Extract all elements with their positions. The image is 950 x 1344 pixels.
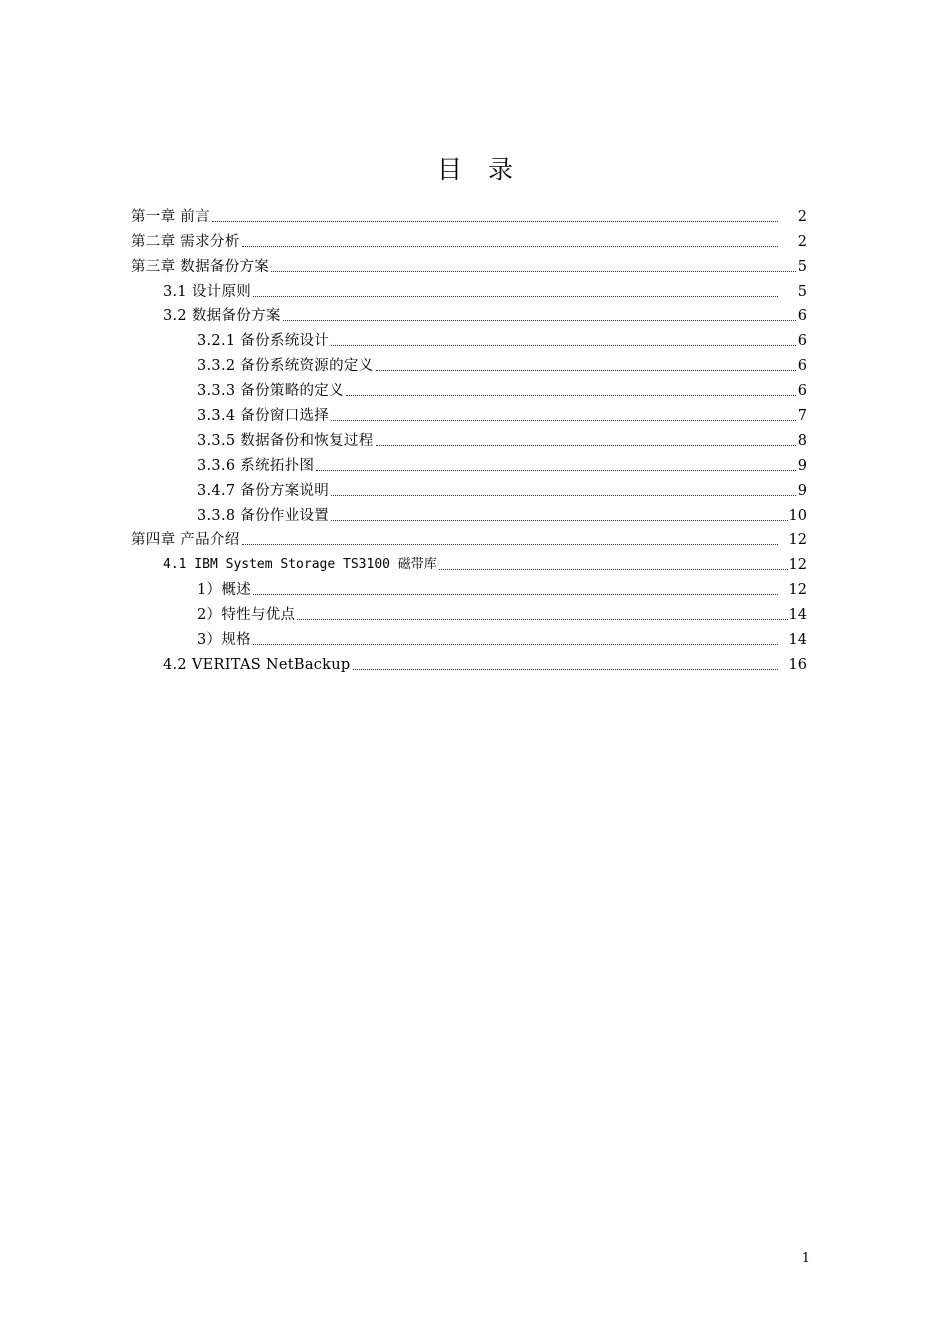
- toc-entry-label: 3.3.5 数据备份和恢复过程: [197, 432, 374, 449]
- toc-dot-leader: [297, 618, 787, 620]
- toc-entry[interactable]: [131, 476, 807, 501]
- toc-entry-label: 3.3.3 备份策略的定义: [197, 383, 344, 400]
- page-number: 1: [801, 1251, 810, 1266]
- toc-entry-page: 5: [797, 283, 807, 300]
- toc-entry-label: 3.2.1 备份系统设计: [197, 333, 330, 350]
- toc-entry[interactable]: [131, 451, 807, 476]
- toc-entry[interactable]: [131, 575, 807, 600]
- toc-entry[interactable]: [131, 202, 807, 227]
- toc-entry-page: 6: [797, 308, 807, 325]
- toc-entry[interactable]: [131, 501, 807, 526]
- toc-entry-page: 16: [788, 656, 807, 673]
- toc-entry-label: 3.3.4 备份窗口选择: [197, 408, 330, 425]
- toc-entry[interactable]: [131, 277, 807, 302]
- toc-dot-leader: [242, 543, 778, 545]
- toc-entry-page: 10: [788, 507, 807, 524]
- toc-entry-page: 6: [797, 333, 807, 350]
- toc-entry-page: 2: [797, 208, 807, 225]
- toc-dot-leader: [242, 245, 778, 247]
- toc-entry-page: 14: [788, 632, 807, 649]
- toc-entry-page: 9: [797, 457, 807, 474]
- toc-entry-label: 第一章 前言: [131, 208, 210, 225]
- toc-entry-page: 12: [788, 532, 807, 549]
- toc-entry-label: 第二章 需求分析: [131, 233, 240, 250]
- toc-entry[interactable]: [131, 351, 807, 376]
- toc-entry-label: 3）规格: [197, 632, 251, 649]
- toc-entry[interactable]: [131, 426, 807, 451]
- toc-entry[interactable]: [131, 625, 807, 650]
- toc-dot-leader: [439, 568, 788, 570]
- toc-entry-label: 2）特性与优点: [197, 607, 296, 624]
- toc-entry-label: 3.1 设计原则: [163, 283, 252, 300]
- toc-title: 目录: [436, 155, 539, 184]
- toc-dot-leader: [253, 593, 778, 595]
- toc-entry[interactable]: [131, 326, 807, 351]
- toc-entry-label: 3.3.8 备份作业设置: [197, 507, 330, 524]
- toc-dot-leader: [253, 643, 778, 645]
- toc-dot-leader: [376, 444, 796, 446]
- toc-entry[interactable]: [131, 401, 807, 426]
- toc-entry-label: 第四章 产品介绍: [131, 532, 240, 549]
- toc-entry-page: 9: [797, 482, 807, 499]
- toc-entry-label: 3.2 数据备份方案: [163, 308, 281, 325]
- toc-entry-label: 3.3.6 系统拓扑图: [197, 457, 315, 474]
- toc-entry[interactable]: [131, 526, 807, 551]
- toc-entry-page: 12: [788, 557, 807, 574]
- toc-dot-leader: [212, 220, 778, 222]
- toc-dot-leader: [283, 319, 796, 321]
- toc-entry-page: 12: [788, 582, 807, 599]
- toc-entry-label: 第三章 数据备份方案: [131, 258, 270, 275]
- toc-entry[interactable]: [131, 252, 807, 277]
- toc-dot-leader: [346, 394, 796, 396]
- toc-entry-label: 4.2 VERITAS NetBackup: [163, 656, 351, 673]
- toc-dot-leader: [316, 469, 796, 471]
- toc-dot-leader: [331, 519, 787, 521]
- toc-entry-page: 8: [797, 432, 807, 449]
- toc-entry-label: 4.1 IBM System Storage TS3100 磁带库: [163, 557, 437, 573]
- toc-dot-leader: [331, 344, 796, 346]
- toc-entry-label: 1）概述: [197, 582, 251, 599]
- toc-dot-leader: [331, 494, 796, 496]
- toc-entry-page: 5: [797, 258, 807, 275]
- toc-dot-leader: [376, 369, 796, 371]
- toc-dot-leader: [271, 270, 796, 272]
- toc-entry-page: 2: [797, 233, 807, 250]
- toc-dot-leader: [353, 668, 779, 670]
- table-of-contents: [131, 202, 807, 675]
- toc-entry[interactable]: [131, 600, 807, 625]
- toc-entry-page: 7: [797, 408, 807, 425]
- toc-entry[interactable]: [131, 650, 807, 675]
- toc-entry[interactable]: [131, 550, 807, 575]
- toc-entry[interactable]: [131, 227, 807, 252]
- toc-entry-page: 6: [797, 358, 807, 375]
- toc-dot-leader: [253, 295, 778, 297]
- toc-entry-label: 3.4.7 备份方案说明: [197, 482, 330, 499]
- toc-entry-page: 6: [797, 383, 807, 400]
- toc-entry-page: 14: [788, 607, 807, 624]
- toc-entry[interactable]: [131, 376, 807, 401]
- toc-dot-leader: [331, 419, 796, 421]
- toc-entry-label: 3.3.2 备份系统资源的定义: [197, 358, 374, 375]
- toc-entry[interactable]: [131, 302, 807, 327]
